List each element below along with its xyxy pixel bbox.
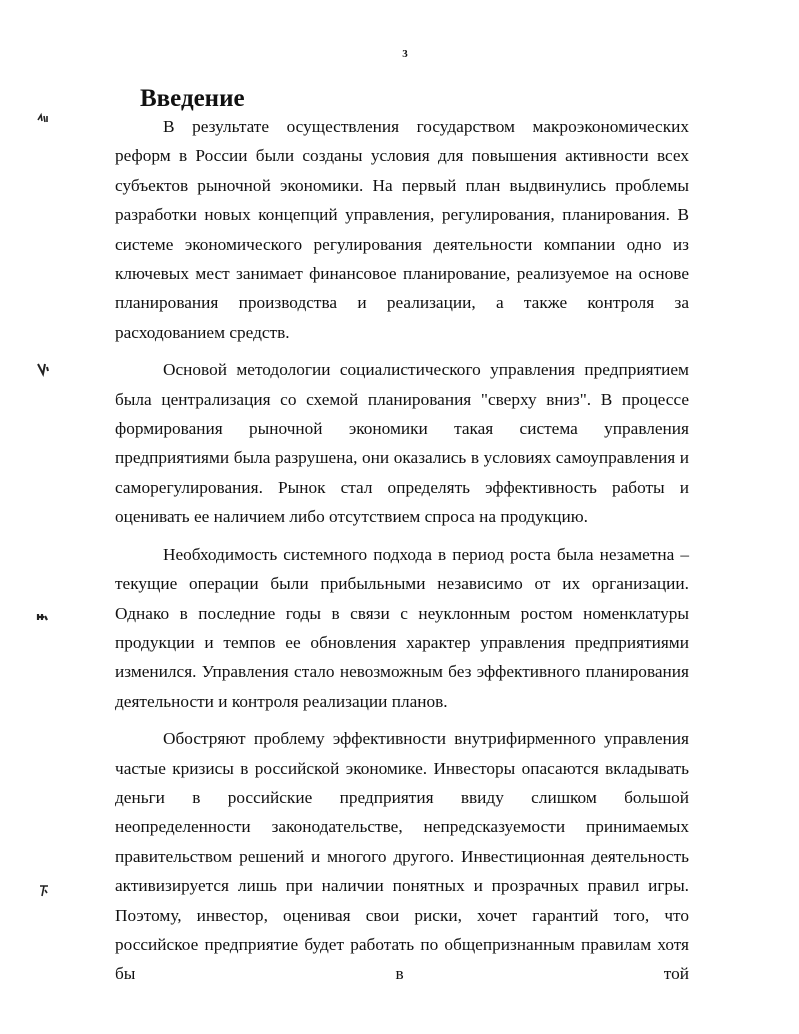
paragraph-1: В результате осуществления государством макроэкономических реформ в России были созданы условия для повышения активности всех субъектов рыночной экономики. На первый план выдвинулись проблемы разработки новых концепций управления, регулирования, планирования. В системе экономического регулирования деятельности компании одно из ключевых мест занимает финансовое планирование, реализуемое на основе планирования производства и реализации, а также контроля за расходованием средств. bbox=[115, 117, 689, 342]
paragraph-3: Необходимость системного подхода в период роста была незаметна – текущие операции были прибыльными независимо от их организации. Однако в последние годы в связи с неуклонным ростом номенклатуры продукции и темпов ее обновления характер управления предприятиями изменился. Управления стало невозможным без эффективного планирования деятельности и контроля реализации планов. bbox=[115, 544, 689, 711]
body-text bbox=[115, 112, 689, 989]
page-number: 3 bbox=[402, 48, 408, 60]
section-heading: Введение bbox=[140, 85, 245, 112]
scan-mark-icon bbox=[32, 106, 56, 130]
scan-mark-icon bbox=[32, 356, 56, 380]
scan-mark-icon bbox=[32, 877, 56, 901]
paragraph-2: Основой методологии социалистического управления предприятием была централизация со схемой планирования "сверху вниз". В процессе формирования рыночной экономики такая система управления предприятиями была разрушена, они оказались в условиях самоуправления и саморегулирования. Рынок стал определять эффективность работы и оценивать ее наличием либо отсутствием спроса на продукцию. bbox=[115, 360, 689, 527]
paragraph-4: Обостряют проблему эффективности внутрифирменного управления частые кризисы в российской экономике. Инвесторы опасаются вкладывать деньги в российские предприятия ввиду слишком большой неопределенности законодательстве, непредсказуемости принимаемых правительством решений и многого другого. Инвестиционная деятельность активизируется лишь при наличии понятных и прозрачных правил игры. Поэтому, инвестор, оценивая свои риски, хочет гарантий того, что российское предприятие будет работать по общепризнанным правилам хотя бы в той bbox=[115, 729, 689, 984]
scan-mark-icon bbox=[32, 605, 56, 629]
